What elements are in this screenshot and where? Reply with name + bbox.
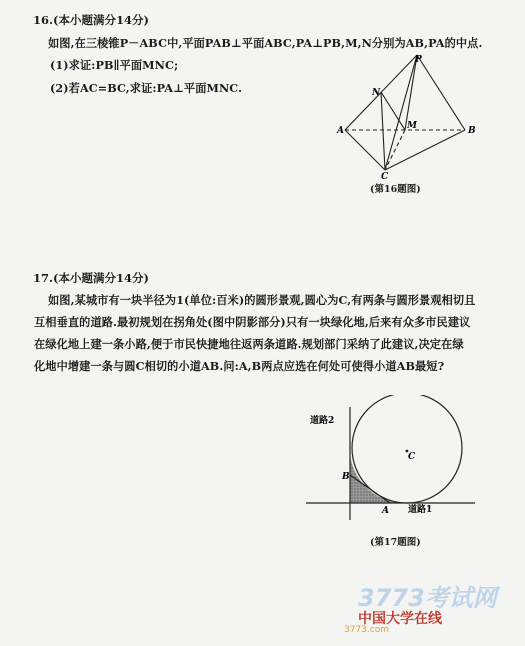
q17-caption: (第17题图)	[370, 537, 421, 548]
watermark-site: 3773考试网	[358, 584, 497, 612]
q16-part2: (2)若AC=BC,求证:PA⊥平面MNC.	[50, 81, 243, 95]
q16-caption: (第16题图)	[370, 184, 421, 195]
label-center-c: C	[408, 452, 416, 462]
q16-part1: (1)求证:PB∥平面MNC;	[50, 58, 179, 72]
watermark-url: 3773.com	[344, 625, 389, 635]
q17-line-2: 互相垂直的道路.最初规划在拐角处(图中阴影部分)只有一块绿化地,后来有众多市民建议	[34, 315, 471, 329]
label-c: C	[381, 172, 389, 180]
q17-line-1: 如图,某城市有一块半径为1(单位:百米)的圆形景观,圆心为C,有两条与圆形景观相切且	[48, 293, 476, 307]
q17-circle-figure	[300, 395, 500, 525]
road-2-label: 道路2	[310, 416, 335, 426]
label-point-b: B	[342, 472, 350, 482]
circle-c	[352, 395, 462, 503]
label-m: M	[407, 121, 417, 131]
label-b: B	[468, 126, 476, 136]
watermark-org: 中国大学在线	[358, 611, 442, 627]
label-n: N	[372, 88, 381, 98]
q16-pyramid-figure	[335, 50, 495, 180]
q16-statement: 如图,在三棱锥P－ABC中,平面PAB⊥平面ABC,PA⊥PB,M,N分别为AB,PA的中点.	[48, 36, 483, 50]
watermark-logo	[340, 578, 520, 638]
q16-header: 16.(本小题满分14分)	[33, 13, 149, 27]
q17-line-4: 化地中增建一条与圆C相切的小道AB.问:A,B两点应选在何处可使得小道AB最短?	[34, 359, 445, 373]
road-1-label: 道路1	[408, 505, 433, 515]
q17-header: 17.(本小题满分14分)	[33, 271, 149, 285]
label-a: A	[337, 126, 344, 136]
label-point-a: A	[382, 506, 389, 516]
label-p: P	[415, 55, 422, 65]
q17-line-3: 在绿化地上建一条小路,便于市民快捷地往返两条道路.规划部门采纳了此建议,决定在绿	[34, 337, 464, 351]
